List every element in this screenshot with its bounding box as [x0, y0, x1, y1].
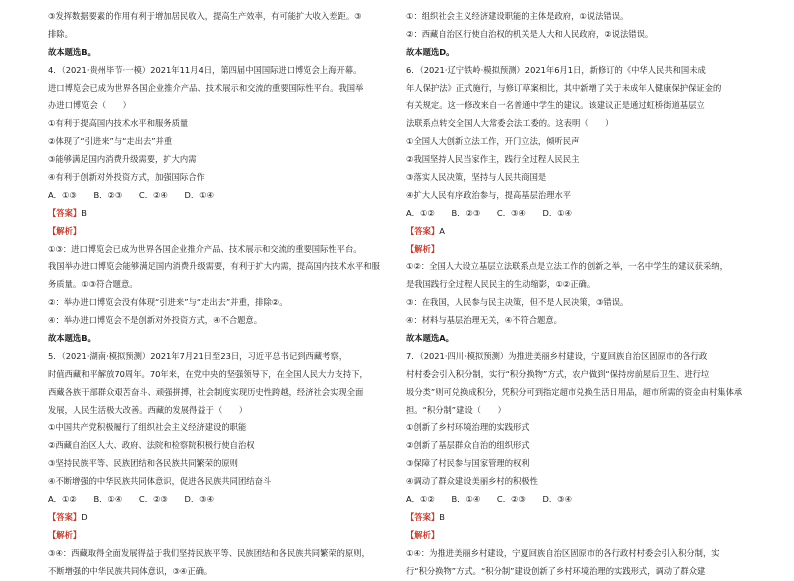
answer-line: [48, 509, 393, 527]
conclusion-line: 故本题选B。: [48, 46, 96, 57]
answer-line: [406, 509, 751, 527]
text-line: 办进口博览会（ ）: [48, 100, 131, 111]
text-line: ①全国人大创新立法工作，开门立法，倾听民声: [406, 136, 580, 147]
text-line: 4．（2021·贵州毕节·一模）2021年11月4日，第四届中国国际进口博览会上海开幕。: [48, 64, 362, 75]
answer-label: 【答案】: [48, 511, 82, 522]
text-line: A．①② B．①④ C．②③ D．③④: [48, 494, 215, 505]
text-line: ③能够满足国内消费升级需要，扩大内需: [48, 154, 197, 165]
text-line: 进口博览会已成为世界各国企业推介产品、技术展示和交流的重要国际性平台。我国举: [48, 82, 364, 93]
text-line: ①：组织社会主义经济建设职能的主体是政府，①说法错误。: [406, 11, 629, 21]
text-line: 担。“积分制”建设（ ）: [406, 404, 506, 415]
answer-value: B: [439, 511, 445, 522]
text-line: ①中国共产党积极履行了组织社会主义经济建设的职能: [48, 422, 247, 433]
text-line: 发展，人民生活极大改善。西藏的发展得益于（ ）: [48, 404, 248, 415]
text-line: 法联系点转交全国人大常委会法工委的。这表明（ ）: [406, 118, 614, 129]
text-line: ①④：为推进美丽乡村建设，宁夏回族自治区固原市的各行政村村委会引入积分制，实: [406, 547, 720, 558]
conclusion-line: 故本题选B。: [48, 333, 96, 344]
text-line: ①②：全国人大设立基层立法联系点是立法工作的创新之举，一名中学生的建议获采纳，: [406, 261, 728, 272]
analysis-heading: 【解析】: [406, 529, 440, 540]
text-line: ③落实人民决策，坚持与人民共商国是: [406, 172, 547, 183]
text-line: ③保障了村民参与国家管理的权利: [406, 458, 530, 469]
text-line: 是我国践行全过程人民民主的生动缩影，①②正确。: [406, 279, 596, 290]
text-line: 村村委会引入积分制，实行“积分换物”方式，农户做到“保持房前屋后卫生、进行垃: [406, 368, 710, 379]
conclusion-line: 故本题选A。: [406, 333, 454, 344]
text-line: 时值西藏和平解放70周年。70年来，在党中央的坚强领导下，在全国人民大力支持下，: [48, 368, 368, 379]
text-line: ③：在我国，人民参与民主决策，但不是人民决策，③错误。: [406, 297, 629, 308]
left-column: [48, 8, 393, 581]
text-line: ②我国坚持人民当家作主，践行全过程人民民主: [406, 154, 580, 165]
answer-value: B: [81, 207, 87, 218]
answer-label: 【答案】: [48, 207, 82, 218]
text-line: A．①③ B．②③ C．②④ D．①④: [48, 189, 215, 200]
answer-line: [48, 205, 393, 223]
text-line: 排除。: [48, 28, 73, 39]
text-line: ④：举办进口博览会不是创新对外投资方式，④不合题意。: [48, 315, 263, 326]
text-line: ②创新了基层群众自治的组织形式: [406, 440, 530, 451]
text-line: 7．（2021·四川·模拟预测）为推进美丽乡村建设，宁夏回族自治区固原市的各行政: [406, 350, 708, 361]
text-line: ④：材料与基层治理无关，④不符合题意。: [406, 315, 562, 326]
text-line: ①创新了乡村环境治理的实践形式: [406, 422, 530, 433]
text-line: 有关规定。这一修改来自一名普通中学生的建议。该建议正是通过虹桥街道基层立: [406, 100, 705, 111]
text-line: ③坚持民族平等、民族团结和各民族共同繁荣的原则: [48, 458, 238, 469]
analysis-heading: 【解析】: [48, 225, 82, 236]
text-line: ②体现了“引进来”与“走出去”并重: [48, 136, 173, 147]
text-line: 务质量。①③符合题意。: [48, 279, 138, 290]
text-line: ④不断增强的中华民族共同体意识，促进各民族共同团结奋斗: [48, 476, 272, 487]
right-column: [406, 8, 751, 581]
text-line: ③④：西藏取得全面发展得益于我们坚持民族平等、民族团结和各民族共同繁荣的原则，: [48, 547, 370, 558]
answer-value: D: [81, 511, 88, 522]
text-line: ②：举办进口博览会没有体现“引进来”与“走出去”并重，排除②。: [48, 297, 288, 308]
text-line: ④扩大人民有序政治参与，提高基层治理水平: [406, 189, 572, 200]
text-line: A．①② B．②③ C．③④ D．①④: [406, 207, 573, 218]
text-line: 年人保护法》正式施行，与修订草案相比，其中新增了关于未成年人健康保护保证金的: [406, 82, 722, 93]
answer-label: 【答案】: [406, 225, 440, 236]
text-line: 6．（2021·辽宁铁岭·模拟预测）2021年6月1日，新修订的《中华人民共和国未成: [406, 64, 706, 75]
text-line: 我国举办进口博览会能够满足国内消费升级需要，有利于扩大内需，提高国内技术水平和服: [48, 261, 380, 272]
text-line: 行“积分换物”方式。“积分制”建设创新了乡村环境治理的实践形式，调动了群众建: [406, 565, 706, 576]
answer-label: 【答案】: [406, 511, 440, 522]
text-line: ②西藏自治区人大、政府、法院和检察院积极行使自治权: [48, 440, 255, 451]
answer-line: [406, 223, 751, 241]
analysis-heading: 【解析】: [406, 243, 440, 254]
text-line: 不断增强的中华民族共同体意识，③④正确。: [48, 565, 213, 576]
text-line: ①③：进口博览会已成为世界各国企业推介产品、技术展示和交流的重要国际性平台。: [48, 243, 362, 254]
text-line: ②：西藏自治区行使自治权的机关是人大和人民政府，②说法错误。: [406, 28, 654, 39]
text-line: 西藏各族干部群众艰苦奋斗、顽强拼搏，社会制度实现历史性跨越，经济社会实现全面: [48, 386, 364, 397]
text-line: ④有利于创新对外投资方式，加强国际合作: [48, 172, 205, 183]
conclusion-line: 故本题选D。: [406, 46, 455, 57]
text-line: ③发挥数据要素的作用有利于增加居民收入，提高生产效率，有可能扩大收入差距。③: [48, 11, 362, 21]
answer-value: A: [439, 225, 445, 236]
analysis-heading: 【解析】: [48, 529, 82, 540]
text-line: ①有利于提高国内技术水平和服务质量: [48, 118, 189, 129]
text-line: ④调动了群众建设美丽乡村的积极性: [406, 476, 538, 487]
text-line: 圾分类”则可兑换成积分，凭积分可到指定超市兑换生活日用品，超市所需的资金由村集体承: [406, 386, 743, 397]
text-line: A．①② B．①④ C．②③ D．③④: [406, 494, 573, 505]
text-line: 5．（2021·湖南·模拟预测）2021年7月21日至23日，习近平总书记到西藏考察，: [48, 350, 348, 361]
